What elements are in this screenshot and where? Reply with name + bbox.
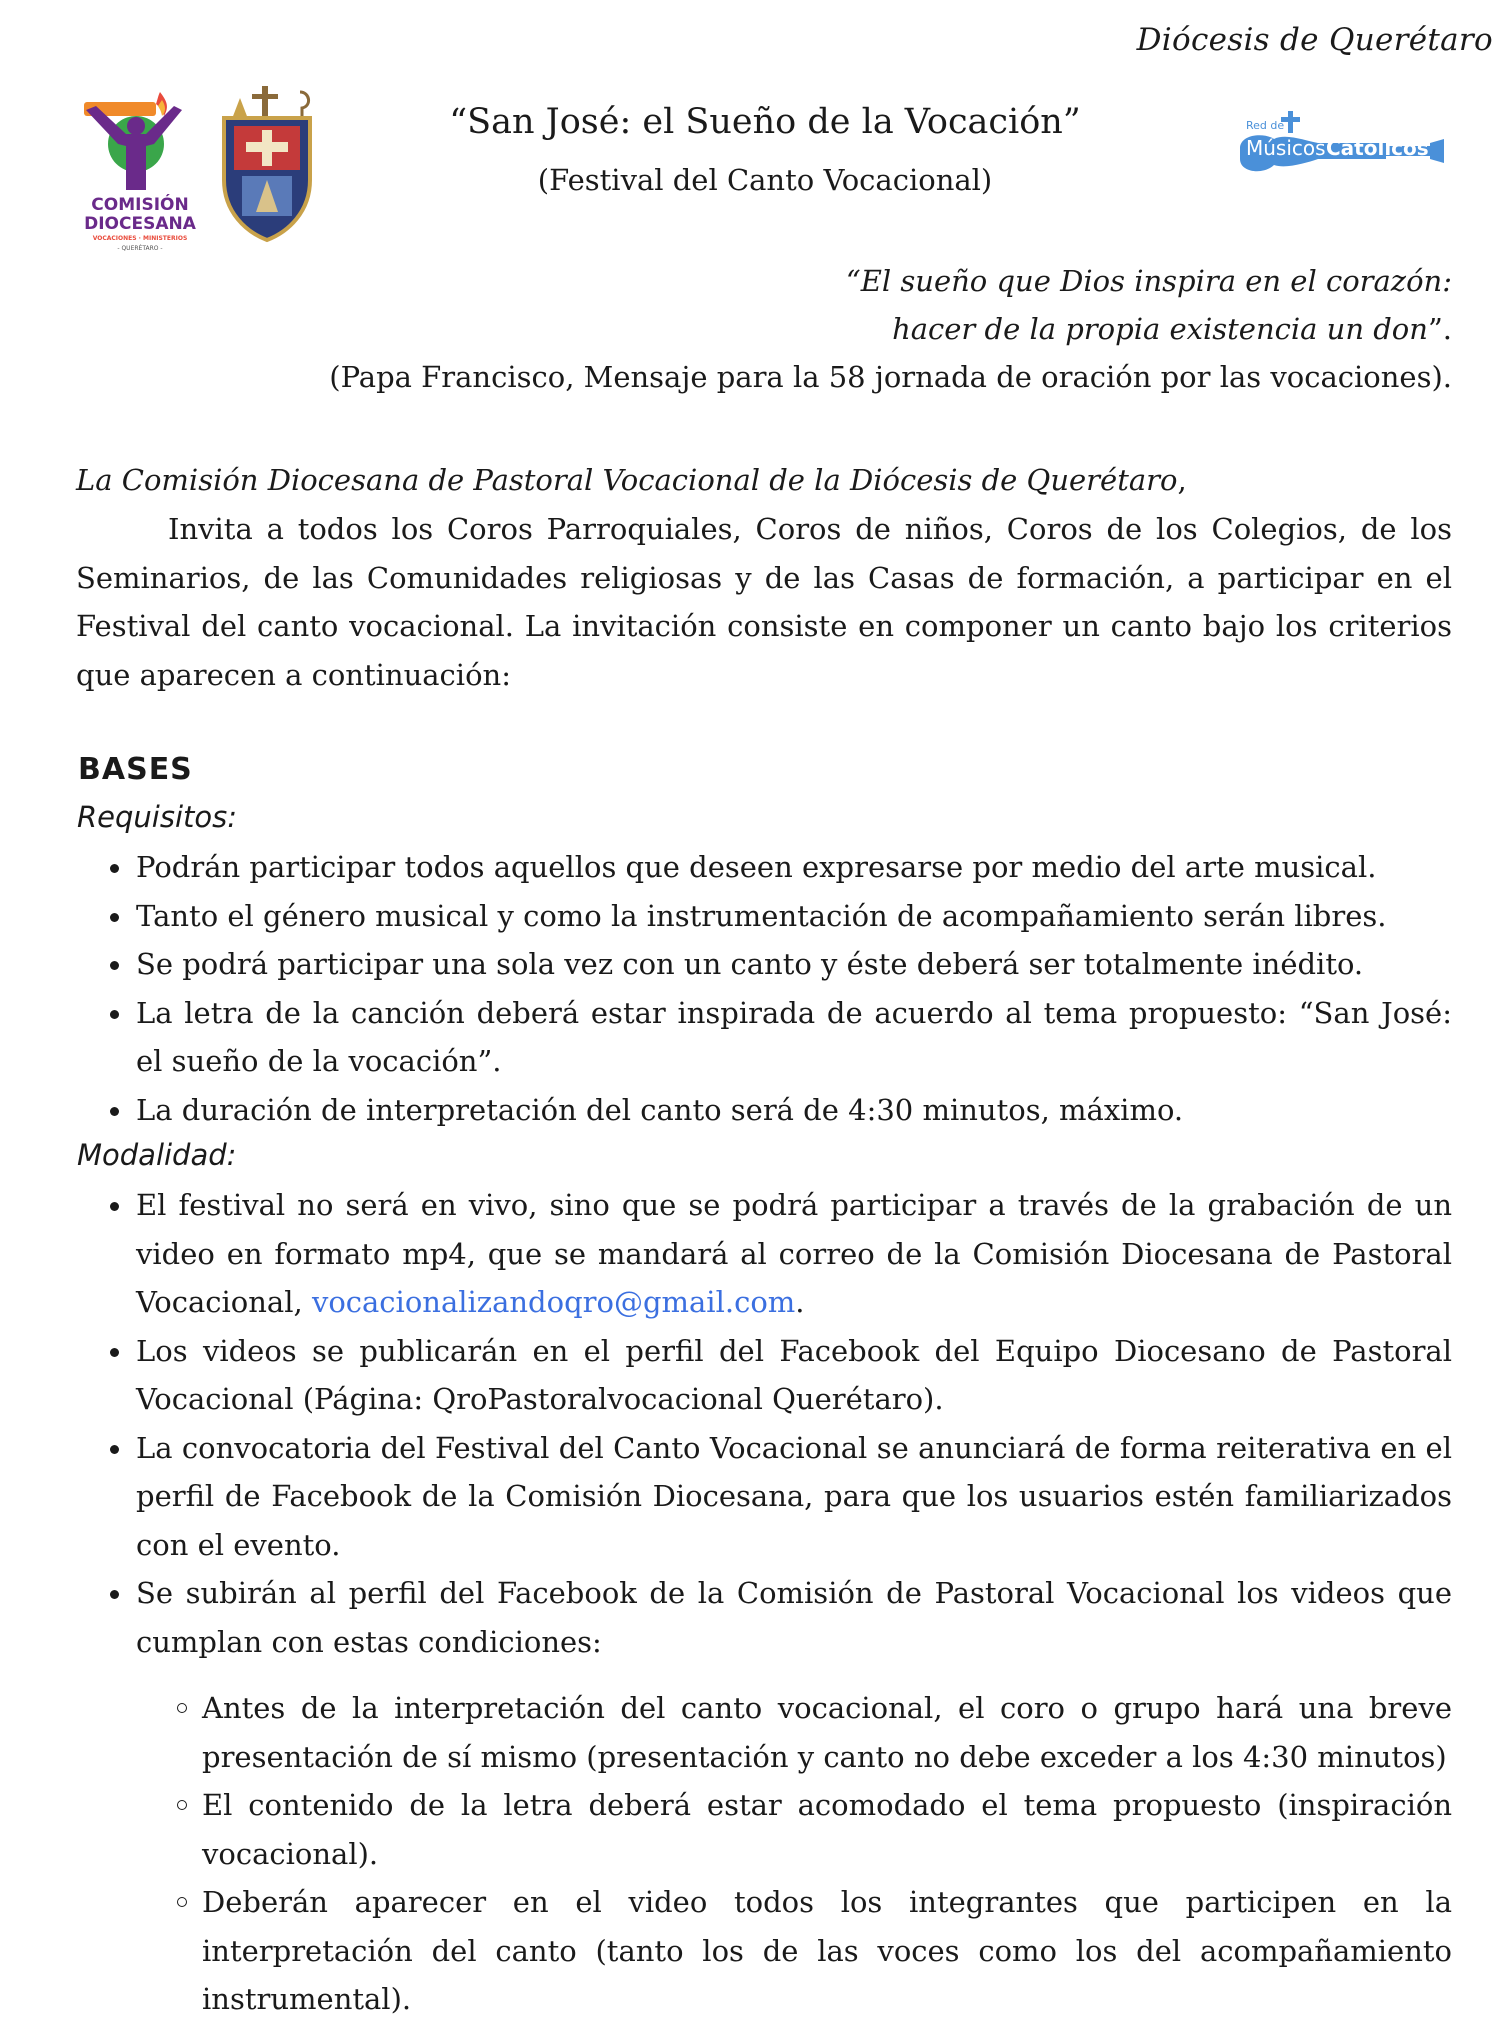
list-item: La convocatoria del Festival del Canto Vocacional se anunciará de forma reiterativa en el perfil de Facebook de la Comisión Diocesana, para que los usuarios estén familiarizados con el evento.	[108, 1424, 1452, 1570]
modalidad-label: Modalidad:	[77, 1138, 237, 1172]
svg-text:Red de: Red de	[1246, 119, 1285, 132]
quote-source: (Papa Francisco, Mensaje para la 58 jornada de oración por las vocaciones).	[329, 360, 1452, 394]
list-item: Se podrá participar una sola vez con un canto y éste deberá ser totalmente inédito.	[108, 940, 1452, 989]
svg-text:- QUERÉTARO -: - QUERÉTARO -	[117, 245, 163, 252]
modalidad-item-1-text: El festival no será en vivo, sino que se podrá participar a través de la grabación de un video en formato mp4, que se mandará al correo de la Comisión Diocesana de Pastoral Vocacional,	[136, 1188, 1452, 1319]
quote-line-1: “El sueño que Dios inspira en el corazón:	[845, 264, 1452, 298]
quote-line-2: hacer de la propia existencia un don	[892, 312, 1428, 346]
quote-line-2-wrap	[329, 305, 1452, 353]
list-item: La letra de la canción deberá estar inspirada de acuerdo al tema propuesto: “San José: el sueño de la vocación”.	[108, 989, 1452, 1086]
intro-line1-end: ,	[1177, 463, 1187, 497]
list-item: Los videos se publicarán en el perfil del Facebook del Equipo Diocesano de Pastoral Vocacional (Página: QroPastoralvocacional Querétaro).	[108, 1327, 1452, 1424]
svg-text:Católicos: Católicos	[1326, 136, 1429, 160]
festival-title: “San José: el Sueño de la Vocación”	[449, 102, 1081, 142]
modalidad-item-1-end: .	[795, 1285, 805, 1319]
intro-paragraph: Invita a todos los Coros Parroquiales, Coros de niños, Coros de los Colegios, de los Seminarios, de las Comunidades religiosas y de las Casas de formación, a participar en el Festival del canto vocacional. La invitación consiste en componer un canto bajo los criterios que aparecen a continuación:	[76, 512, 1452, 692]
requisitos-list	[108, 843, 1452, 1134]
diocese-coat-of-arms	[216, 84, 318, 244]
comision-diocesana-logo	[78, 86, 202, 256]
intro-first-line	[76, 456, 1452, 505]
bases-heading: BASES	[78, 752, 193, 787]
list-item: Deberán aparecer en el video todos los integrantes que participen en la interpretación del canto (tanto los de las voces como los del acompañamiento instrumental).	[175, 1878, 1452, 2024]
list-item: El contenido de la letra deberá estar acomodado el tema propuesto (inspiración vocacional).	[175, 1781, 1452, 1878]
list-item: La duración de interpretación del canto será de 4:30 minutos, máximo.	[108, 1086, 1452, 1135]
diocese-name: Diócesis de Querétaro	[1136, 22, 1493, 58]
red-musicos-catolicos-logo	[1236, 103, 1446, 201]
svg-text:Músicos: Músicos	[1246, 136, 1326, 160]
email-link[interactable]: vocacionalizandoqro@gmail.com	[311, 1285, 796, 1319]
requisitos-label: Requisitos:	[77, 800, 237, 834]
list-item: Tanto el género musical y como la instrumentación de acompañamiento serán libres.	[108, 892, 1452, 941]
festival-subtitle: (Festival del Canto Vocacional)	[537, 163, 993, 197]
intro-line1: La Comisión Diocesana de Pastoral Vocacional de la Diócesis de Querétaro	[76, 463, 1178, 497]
svg-text:DIOCESANA: DIOCESANA	[84, 214, 196, 234]
svg-text:VOCACIONES · MINISTERIOS: VOCACIONES · MINISTERIOS	[92, 235, 188, 242]
quote-line-2-end: ”.	[1427, 312, 1452, 346]
modalidad-list	[108, 1181, 1452, 1666]
list-item: Podrán participar todos aquellos que deseen expresarse por medio del arte musical.	[108, 843, 1452, 892]
list-item	[108, 1181, 1452, 1327]
list-item: Antes de la interpretación del canto vocacional, el coro o grupo hará una breve presentación de sí mismo (presentación y canto no debe exceder a los 4:30 minutos)	[175, 1684, 1452, 1781]
svg-text:COMISIÓN: COMISIÓN	[91, 195, 189, 215]
list-item: Se subirán al perfil del Facebook de la Comisión de Pastoral Vocacional los videos que cumplan con estas condiciones:	[108, 1569, 1452, 1666]
condiciones-list	[175, 1684, 1452, 2024]
pope-quote	[329, 257, 1452, 401]
